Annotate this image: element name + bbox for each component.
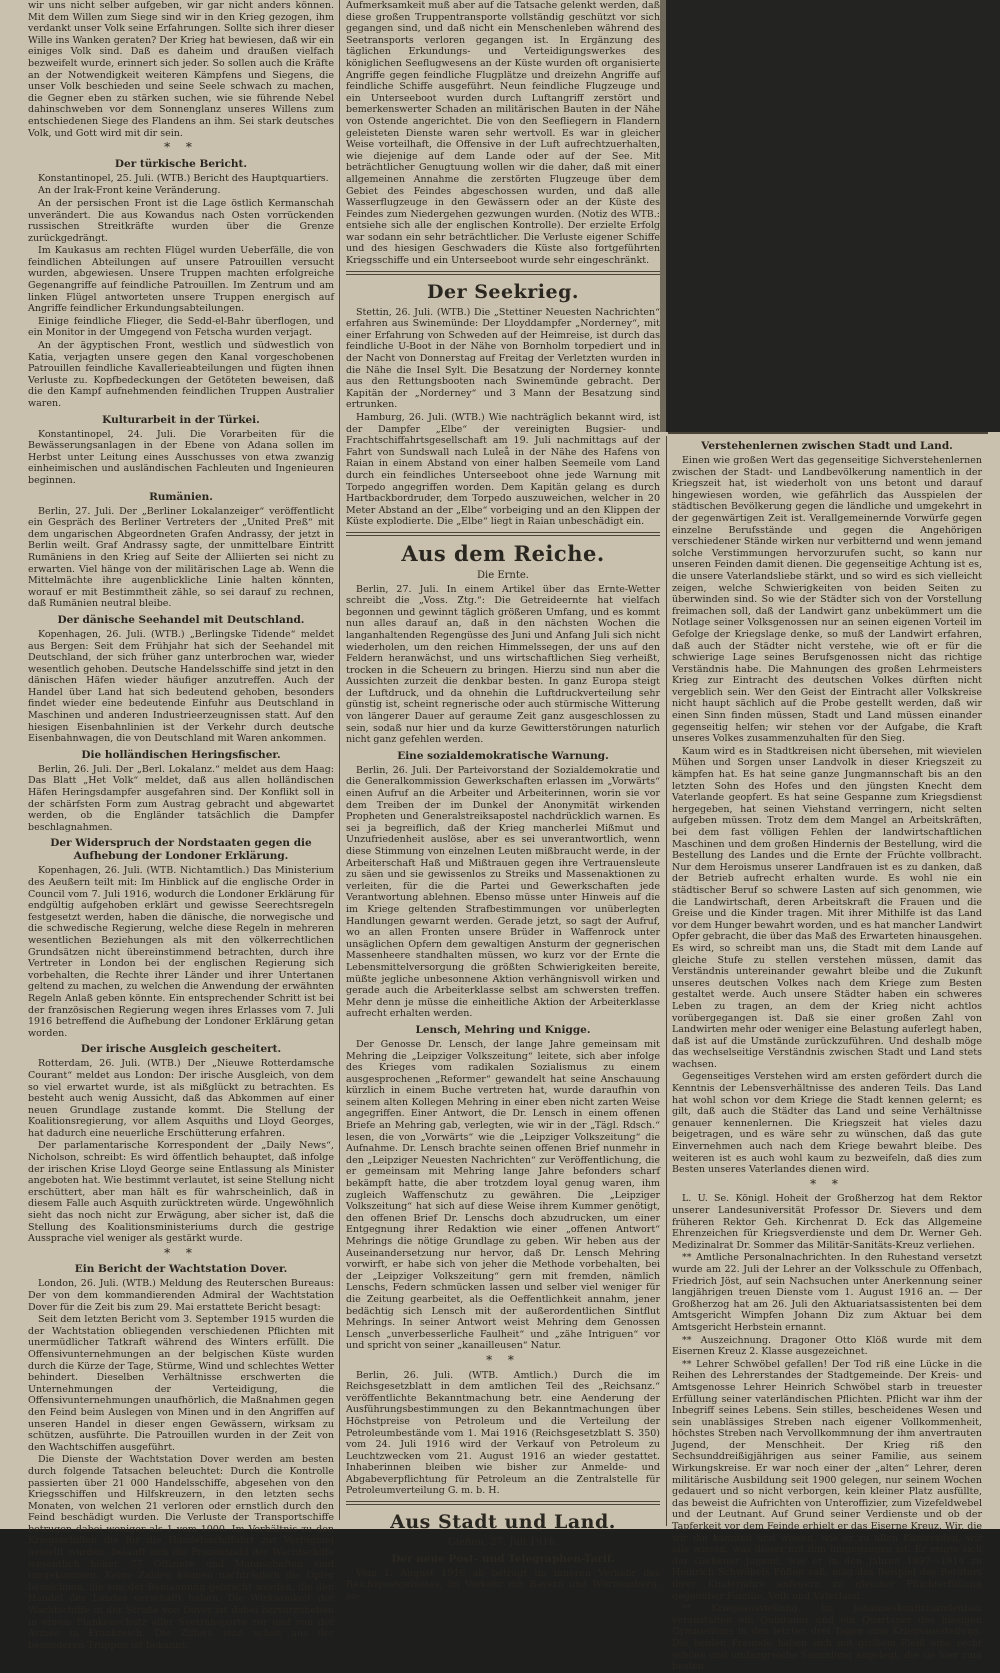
intro-text: wir uns nicht selber aufgeben, wir gar nicht anders können. Mit dem Willen zum Siege sind wir in den Krieg gezogen, ihm verdankt unser Volk seine Erfahrungen. Sollte sich ihrer dieser Wille ins Wanken geraten? Der Krieg hat bewiesen, daß wir ein einiges Volk sind. Daß es daheim und draußen vielfach bezweifelt wurde, erinnert sich jeder. So sollen auch die Kräfte an der Notwendigkeit weiteren Kämpfens und Siegens, die unser Volk beschieden und seine Seele schwach zu machen, die Gegner eben zu stärken suchen, wie sie führende Nebel dahinschweben vor dem Sonnenglanz unseres Willens zum entschiedenen Siege des Flandens an ihm. Sei stark deutsches Volk, und Gott wird mit dir sein. xyxy=(28,0,334,139)
lensch-paragraph: Der Genosse Dr. Lensch, der lange Jahre gemeinsam mit Mehring die „Leipziger Volkszeitung“ leitete, sich aber infolge des Krieges vom radikalen Sozialismus zu einem ausgesprochenen „Reformer“ gewandelt hat seine Anschauung kürzlich in einem Buche vertreten hat, wurde daraufhin von seinem alten Kollegen Mehring in einer eben nicht zarten Weise angegriffen. Einer Antwort, die Dr. Lensch in einem offenen Briefe an Mehring gab, verlegten, wie wir in der „Tägl. Rdsch.“ lesen, die von „Vorwärts“ wie die „Leipziger Volkszeitung“ die Aufnahme. Dr. Lensch brachte seinen offenen Brief nunmehr in den „Leipziger Neuesten Nachrichten“ zur Veröffentlichung, die er gemeinsam mit Mehring lange Jahre befonders scharf bekämpft hatte, die aber trotzdem loyal genug waren, ihm zugleich Waffenschutz zu gewähren. Die „Leipziger Volkszeitung“ hat sich auf diese Weise ihrem Kummer genötigt, den offenen Brief Dr. Lenschs doch abzudrucken, um einer Entgegnung ihrer Redaktion wie einer „offenen Antwort“ Mehrings die nötige Grundlage zu geben. Wir heben aus der Auseinandersetzung nur hervor, daß Dr. Lensch Mehring vorwirft, er habe sich von jeher die Methode vorbehalten, bei der „Leipziger Volkszeitung“ gern mit fremden, nämlich Lenschs, Federn schmücken lassen und selber viel weniger für die Zeitung gearbeitet, als die Oeffentlichkeit annahm, jener bedächtig sich Lensch mit der außerordentlichen Sintflut Mehrings. In seiner Antwort weist Mehring dem Genossen Lensch „unverbesserliche Faulheit“ und „zähe Intriguen“ vor und spricht von seiner „kanailleusen“ Natur. xyxy=(346,1038,660,1352)
dover-paragraph: Die Dienste der Wachtstation Dover werden am besten durch folgende Tatsachen beleuchtet: Durch die Kontrolle passierten über 21 000 Handelsschiffe, abgesehen von den Kriegsschiffen und Hilfskreuzern, in den letzten sechs Monaten, von welchen 21 verloren oder ernstlich durch den Feind beschädigt wurden. Die Verluste der Transportschiffe betrugen dabei weniger als 1 vom 1000. Im Verhältnis zu den Kriegsschiffen die für die Handelsschiffahrt zur Verfügung gestellt wurden, beläuft sich die Prozentzahl der Wachtschiffe wesentlich höher. 77 Offiziere und Mannschaften sind umgekommen. Keine Zahlen können nachträglich die Opfer bezeichnen, die von der Bemannung gebracht werden, die den Handel des Landes verschafft haben. Die Wirksamkeit der Wachtschiffe in der Straße von Dover ist dabei hervorzuheben in einem Flankenschutz aller Seetransporte zur und von der Armee in Frankreich. Die Ziffern sind schon aus der besonderen Truppen ist bekannt. xyxy=(28,1454,334,1651)
kriegsausstellung-paragraph: ** Kriegsausstellung. Im Johanneskonfirmandenbau veranstalten ein Quintaner und ein Quartaner des hiesigen Gymnasiums in den letzten drei Tagen eine Kriegsausstellung. Die beiden Freunde haben sich mit großem Fleiß eine recht schöne und umfangreiche Sammlung angelegt, die sie hier zum besten xyxy=(672,1603,982,1673)
verstehen-paragraph: Gegenseitiges Verstehen wird am ersten gefördert durch die Kenntnis der Lebensverhältnisse des anderen Teils. Das Land hat wohl schon vor dem Kriege die Stadt kennen gelernt; es gilt, daß auch die Städter das Land und seine Verhältnisse genauer kennenlernen. Die Kriegszeit hat vieles dazu beigetragen, und es wäre sehr zu wünschen, daß das gute Einvernehmen auch nach dem Kriege bewahrt bleibe. Des weiteren ist es auch wohl kaum zu bezweifeln, daß dies zum Besten unseres Vaterlandes dienen wird. xyxy=(672,1071,982,1176)
turk-paragraph: An der Irak-Front keine Veränderung. xyxy=(38,185,221,197)
seekrieg-paragraph: Hamburg, 26. Juli. (WTB.) Wie nachträglich bekannt wird, ist der Dampfer „Elbe“ der vereinigten Bugsier- und Frachtschiffahrtsgesellschaft am 19. Juli nachmittags auf der Fahrt von Sundswall nach Luleå in der Nähe des Hafens von Raian in einem Abstand von einer halben Seemeile vom Land durch ein feindliches Unterseeboot ohne jede Warnung mit Torpedo angegriffen worden. Dem Kapitän gelang es durch Hartbackbordruder, dem Torpedo auszuweichen, welcher in 20 Meter Abstand an der „Elbe“ vorbeiging und an den Klippen der Küste explodierte. Die „Elbe“ liegt in Raian unbeschädigt ein. xyxy=(346,412,660,528)
section-rule xyxy=(346,1501,660,1505)
turk-paragraph: Im Kaukasus am rechten Flügel wurden Ueberfälle, die von feindlichen Abteilungen auf unsere Patrouillen versucht wurden, abgewiesen. Unsere Truppen machten erfolgreiche Gegenangriffe auf feindliche Patrouillen. Im Zentrum und am linken Flügel antworteten unsere Truppen energisch auf Angriffe feindlicher Erkundungsabteilungen. xyxy=(28,245,334,315)
rumaenien-paragraph: Berlin, 27. Juli. Der „Berliner Lokalanzeiger“ veröffentlicht ein Gespräch des Berliner Vertreters der „United Preß“ mit dem ungarischen Abgeordneten Grafen Andrassy, der jetzt in Berlin weilt. Graf Andrassy sagte, der unmittelbare Eintritt Rumäniens in den Krieg auf Seite der Alliierten sei nicht zu erwarten. Viel hänge von der militärischen Lage ab. Wenn die Mittelmächte ihre augenblickliche Linie halten könnten, worauf er mit Bestimmtheit zähle, so sei darauf zu rechnen, daß Rumänien neutral bleibe. xyxy=(28,505,334,610)
separator-stars: * * xyxy=(810,1176,844,1191)
lehrer-paragraph: ** Lehrer Schwöbel gefallen! Der Tod riß eine Lücke in die Reihen des Lehrerstandes der Stadtgemeinde. Der Kreis- und Amtsgenosse Lehrer Heinrich Schwöbel starb in treuester Erfüllung seiner vaterländischen Pflichten. Pflicht war ihm der Inbegriff seines Lebens. Sein stilles, bescheidenes Wesen und sein unablässiges Streben nach eigener Vollkommenheit, höchstes Streben nach Vervollkommnung der ihm anvertrauten Jugend, der Menschheit. Der Krieg riß den Sechsunddreißigjährigen aus seiner Familie, aus seinem Wirkungskreise. Er war noch einer der „alten“ Lehrer, deren militärische Ausbildung seit 1900 gelegen, nur seinem Wochen gedauert und so nicht verborgen, kein kleiner Platz ausfüllte, das beweist die Aufrichten von Unteroffizier, zum Vizefeldwebel und der Leutnant. Auf Grund seiner Verdienste und ob der Tapferkeit vor dem Feinde erhielt er das Eiserne Kreuz. Wir, die wir ihn kannten und wissen, wie er zu allen Kameraden, wir alle wissen, was dieser mit ihm hingegangen ist. Er zeigte sich der Gießener Jugend, wie er in den Jahren 1897—1914 zu Heinrich Schwöbels Füßen saß, mag das Beispiel des Beraters ihrer Kinderjahre anfeuern zu gleicher Pflichterfüllung gegenüber Familie, Volk und Vaterland. xyxy=(672,1358,982,1602)
dover-headline: Ein Bericht der Wachtstation Dover. xyxy=(74,1263,288,1276)
stadt-land-headline: Aus Stadt und Land. xyxy=(390,1511,616,1534)
irisch-headline: Der irische Ausgleich gescheitert. xyxy=(80,1043,282,1056)
verstehen-paragraph: Einen wie großen Wert das gegenseitige Sichverstehenlernen zwischen der Stadt- und Landbevölkerung namentlich in der Kriegszeit hat, ist wiederholt von uns betont und darauf hingewiesen worden, wie gefährlich das Ausspielen der städtischen Bevölkerung gegen die ländliche und umgekehrt in der gegenwärtigen Zeit ist. Verallgemeinernde Vorwürfe gegen einzelne Berufsstände und gegen die Angehörigen verschiedener Stände wirken nur verbitternd und wenn jemand solche Verstimmungen hervorzurufen sucht, so kann nur unseren Feinden damit dienen. Die gegenseitige Achtung ist es, die unsere Vaterlandsliebe stärkt, und so wird es sich vielleicht zeigen, welche Schwierigkeiten von beiden Seiten zu überwinden sind. So wie der Städter sich von der Vorstellung freimachen soll, daß der Landwirt ganz unbekümmert um die Notlage seiner Volksgenossen nur an seinen eigenen Vorteil im Gefolge der Kriegslage denke, so muß der Landwirt erfahren, daß auch der Städter nicht verstehe, wie oft er für die schwierige Lage seines Berufsgenossen nicht das richtige Verständnis habe. Die Mahnungen des großen Lehrmeisters Krieg zur Eintracht des deutschen Volkes dürften nicht vergeblich sein. Wer den Geist der Eintracht aller Volkskreise nicht haupt sächlich auf die Probe gestellt werden, daß wir einen Sinn finden müssen, Stadt und Land müssen einander gegenseitig helfen; wir stehen vor der Aufgabe, die Kraft unseres Volkes zusammenzuhalten für den Sieg. xyxy=(672,455,982,745)
ernte-paragraph: Berlin, 27. Juli. In einem Artikel über das Ernte-Wetter schreibt die „Voss. Ztg.“: Die Getreideernte hat vielfach begonnen und gewinnt täglich größeren Umfang, und es kommt nun alles darauf an, daß in den nächsten Wochen die langanhaltenden Regengüsse des Juni und Anfang Juli sich nicht wiederholen, um den reichen Himmelssegen, der uns auf den Feldern heranwächst, und uns wirtschaftlichen Sieg verheißt, trocken in die Scheuern zu bringen. Hierzu sind nun aber die Aussichten zurzeit die denkbar besten. In ganz Europa steigt der Luftdruck, und da ohnehin die Luftdruckverteilung sehr günstig ist, scheint regnerische oder auch stürmische Witterung von längerer Dauer auf geraume Zeit ganz ausgeschlossen zu sein, sodaß nur hier und da kurze Gewitterstörungen naturlich nicht ganz gefehlen werden. xyxy=(346,583,660,746)
daenisch-headline: Der dänische Seehandel mit Deutschland. xyxy=(57,613,305,626)
separator-stars: * * xyxy=(486,1352,520,1367)
nordstaaten-headline: Der Widerspruch der Nordstaaten gegen die Aufhebung der Londoner Erklärung. xyxy=(50,837,312,863)
lensch-headline: Lensch, Mehring und Knigge. xyxy=(415,1023,591,1036)
rumaenien-headline: Rumänien. xyxy=(149,490,213,503)
column-rule-1 xyxy=(339,0,340,1520)
separator-stars: * * xyxy=(164,1245,198,1260)
nordstaaten-paragraph: Kopenhagen, 26. Juli. (WTB. Nichtamtlich.) Das Ministerium des Aeußern teilt mit: Im Hinblick auf die englische Order in Council vom 7. Juli 1916, wodurch die Londoner Erklärung für endgültig aufgehoben erklärt und gewisse Seerechtsregeln festgesetzt werden, haben die dänische, die norwegische und die schwedische Regierung, welche diese Regeln in mehreren wesentlichen Beziehungen als mit den völkerrechtlichen Grundsätzen nicht übereinstimmend betrachten, durch ihre Vertreter in London bei der englischen Regierung sich vorbehalten, die Rechte ihrer Länder und ihrer Untertanen geltend zu machen, zu welchen die Anwendung der erwähnten Regeln Anlaß geben könnte. Ein entsprechender Schritt ist bei der französischen Regierung wegen ihres Erlasses vom 7. Juli 1916 betreffend die Aufhebung der Londoner Erklärung getan worden. xyxy=(28,865,334,1039)
turk-headline: Der türkische Bericht. xyxy=(114,157,248,170)
irisch-paragraph: Der parlamentarische Korrespondent der „Daily News“, Nicholson, schreibt: Es wird öffentlich behauptet, daß infolge der irischen Krise Lloyd George seine Entlassung als Minister angeboten hat. Wie bestimmt verlautet, ist seine Stellung nicht erschüttert, aber man hält es für wahrscheinlich, daß in diesem Falle auch Asquith zurücktreten würde. Ungewöhnlich sieht das noch nicht zur Erwägung, aber sicher ist, daß die Stellung des Koalitionsministeriums durch die gestrige Aussprache viel weniger als gestärkt wurde. xyxy=(28,1140,334,1245)
seekrieg-headline: Der Seekrieg. xyxy=(427,280,579,303)
column-3-top-rule xyxy=(668,432,988,434)
kultur-paragraph: Konstantinopel, 24. Juli. Die Vorarbeiten für die Bewässerungsanlagen in der Ebene von Adana sollen im Herbst unter Leitung eines Ausschusses von etwa zwanzig einheimischen und ausländischen Fachleuten und Ingenieuren beginnen. xyxy=(28,428,334,486)
column-3 xyxy=(672,436,983,1673)
section-rule xyxy=(346,532,660,536)
auszeichnung-paragraph: ** Auszeichnung. Dragoner Otto Klöß wurde mit dem Eisernen Kreuz 2. Klasse ausgezeichnet. xyxy=(672,1334,982,1358)
irisch-paragraph: Rotterdam, 26. Juli. (WTB.) Der „Nieuwe Rotterdamsche Courant“ meldet aus London: Der irische Ausgleich, von dem so viel erwartet wurde, ist als mißglückt zu betrachten. Es besteht auch wenig Aussicht, daß das Abkommen auf einer neuen Grundlage zustande kommt. Die Stellung der Koalitionsregierung, vor allem Asquiths und Lloyd Georges, hat dadurch eine neuerliche Erschütterung erfahren. xyxy=(28,1058,334,1139)
turk-paragraph: Einige feindliche Flieger, die Sedd-el-Bahr überflogen, und ein Monitor in der Umgegend von Fetscha wurden verjagt. xyxy=(28,315,334,339)
verstehen-headline: Verstehenlernen zwischen Stadt und Land. xyxy=(701,440,953,452)
turk-paragraph: Konstantinopel, 25. Juli. (WTB.) Bericht des Hauptquartiers. xyxy=(38,172,329,184)
personal-paragraph: ** Amtliche Personalnachrichten. In den Ruhestand versetzt wurde am 22. Juli der Lehrer an der Volksschule zu Offenbach, Friedrich Jöst, auf sein Nachsuchen unter Anerkennung seiner langjährigen treuen Dienste vom 1. August 1916 an. — Der Großherzog hat am 26. Juli den Aktuariatsassistenten bei dem Amtsgericht Wimpfen Johann Diz zum Aktuar bei dem Amtsgericht Herbstein ernannt. xyxy=(672,1252,982,1333)
verstehen-paragraph: Kaum wird es in Stadtkreisen nicht übersehen, mit wievielen Mühen und Sorgen unser Landvolk in dieser Kriegszeit zu kämpfen hat. Es hat seine ganze Jungmannschaft bis an den letzten Sohn des Hofes und den jüngsten Knecht dem Vaterlande geopfert. Es hat seine Gespanne zum Kriegsdienst hergegeben, hat seinen Viehstand verringern, nicht selten aufgeben müssen. Trotz dem dem Mangel an Arbeitskräften, bei dem fast völligen Fehlen der landwirtschaftlichen Maschinen und dem großen Hindernis der Bestellung, wird die Bestellung des Landes und die Ernte der Früchte vollbracht. Nur dem Heroismus unserer Landfrauen ist es zu danken, daß der Betrieb aufrecht erhalten wurde. Es wohl nie ein städtischer Beruf so schwere Lasten auf sich genommen, wie die Landwirtschaft, deren Arbeitskraft die Frauen und die Greise und die Kinder tragen. Mit ihrer Mithilfe ist das Land vor dem Hunger bewahrt worden, und es hat mancher Landwirt Opfer gebracht, die über das Maß des Erwarteten hinausgehen. Es wird, so schreibt man uns, die Stadt mit dem Lande auf gleiche Stufe zu stellen verstehen müssen, damit das Verständnis untereinander gewahrt bleibe und die Zukunft unseres deutschen Volkes nach dem Kriege zum Besten gestaltet werde. Auch unsere Städter haben ein schweres Leben zu tragen, an dem der Krieg nicht achtlos vorübergegangen ist. Daß sie einer großen Zahl von Landwirten mehr oder weniger eine Belastung auferlegt haben, daß ist auf die Umstände zurückzuführen. Und deshalb möge das wechselseitige Verständnis zwischen Stadt und Land stets wachsen. xyxy=(672,745,983,1070)
dover-paragraph: Seit dem letzten Bericht vom 3. September 1915 wurden die der Wachtstation obliegenden verschiedenen Pflichten mit unermüdlicher Tatkraft während des Winters erfüllt. Die Offensivunternehmungen an der belgischen Küste wurden durch die Kürze der Tage, Stürme, Wind und schlechtes Wetter behindert. Dieselben Verhältnisse erschwerten die Unternehmungen der Verteidigung, die Offensivunternehmungen unaufhörlich, die Maßnahmen gegen den Feind beim Auslegen von Minen und in den Angriffen auf unseren Handel in dieser engen Gewässern, wirksam zu schützen, ausführte. Die Patrouillen wurden in der Zeit von den Wachtschiffen ausgeführt. xyxy=(28,1314,334,1453)
column-1 xyxy=(28,0,334,1651)
daenisch-paragraph: Kopenhagen, 26. Juli. (WTB.) „Berlingske Tidende“ meldet aus Bergen: Seit dem Frühjahr hat sich der Seehandel mit Deutschland, der sich früher ganz unterbrochen war, wieder wesentlich gehoben. Deutsche Handelsschiffe sind jetzt in den dänischen Häfen wieder häufiger anzutreffen. Auch der Handel über Land hat sich bedeutend gehoben, besonders findet wieder eine bedeutende Einfuhr aus Deutschland in Maschinen und anderen Industrieerzeugnissen statt. Auf den hiesigen Eisenbahnlinien ist der Verkehr durch deutsche Eisenbahnwagen, die von Deutschland mit Waren ankommen. xyxy=(28,628,334,745)
dateline: Gießen, 27. Juli 1916. xyxy=(447,1537,559,1549)
dover-paragraph: London, 26. Juli. (WTB.) Meldung des Reuterschen Bureaus: Der von dem kommandierenden Admiral der Wachtstation Dover für die Zeit bis zum 29. Mai erstattete Bericht besagt: xyxy=(28,1278,334,1313)
kultur-headline: Kulturarbeit in der Türkei. xyxy=(102,413,260,426)
column-rule-2 xyxy=(666,436,667,1526)
post-paragraph: Vom 1. August 1916 ab beträgt im inneren Verkehr des Reichspostgebietes, im Verkehr mit Bayern und Württemberg, so- xyxy=(346,1567,660,1602)
turk-paragraph: An der ägyptischen Front, westlich und südwestlich von Katia, verjagten unsere gegen den Kanal vorgeschobenen Patrouillen feindliche Kavallerieabteilungen und fügten ihnen Verluste zu. Kopfbedeckungen der Getöteten beweisen, daß die den Kampf aufnehmenden feindlichen Truppen Australier waren. xyxy=(28,340,334,409)
dover-continuation: Aufmerksamkeit muß aber auf die Tatsache gelenkt werden, daß diese großen Truppentransporte vollständig geschützt vor sich gegangen sind, und daß nicht ein Menschenleben während des Seetransports verloren gegangen ist. In Ergänzung des täglichen Erkundungs- und Verteidigungswerkes des königlichen Seeflugwesens an der Küste wurden oft organisierte Angriffe gegen feindliche Flugplätze und dreizehn Angriffe auf feindliche Schiffe ausgeführt. Neun feindliche Flugzeuge und ein Unterseeboot wurden durch Luftangriff zerstört und bemerkenswerter Schaden an militärischen Bauten in der Nähe von Ostende angerichtet. Die von den Seefliegern in Flandern geleisteten Dienste waren sehr wertvoll. Es war in gleicher Weise vorteilhaft, die Offensive in der Luft aufrechtzuerhalten, wie diejenige auf dem Lande oder auf der See. Mit beträchtlicher Genugtuung wollen wir die daher, daß mit einer allgemeinen Annahme die zerstörten Flugzeuge über dem Gebiet des Feindes abgeschossen wurden, und daß alle Wasserflugzeuge in den Gewässern oder an der Küste des Feindes zum Niedergehen gezwungen wurden. (Notiz des WTB.: entsiehe sich alle der englischen Kontrolle). Der erzielte Erfolg war sodann ein sehr beträchtlicher. Die Verluste eigener Schiffe und des hiesigen Geschwaders die Küste also fortgeführten Kriegsschiffe und ein Unterseeboot wurde sehr eingeschränkt. xyxy=(346,0,660,267)
petroleum-paragraph: Berlin, 26. Juli. (WTB. Amtlich.) Durch die im Reichsgesetzblatt in dem amtlichen Teil des „Reichsanz.“ veröffentlichte Bekanntmachung betr. eine Aenderung der Ausführungsbestimmungen zu den Bekanntmachungen über Höchstpreise von Petroleum und die Verteilung der Petroleumbestände vom 1. Mai 1916 (Reichsgesetzblatt S. 350) vom 24. Juli 1916 wird der Verkauf von Petroleum zu Leuchtzwecken vom 21. August 1916 an wieder gestattet. Inhaberinnen bleiben wie bisher zur Anmelde- und Abgabeverpflichtung für Petroleum an die Zentralstelle für Petroleumverteilung G. m. b. H. xyxy=(346,1369,660,1497)
sozial-headline: Eine sozialdemokratische Warnung. xyxy=(397,749,609,762)
reich-headline: Aus dem Reiche. xyxy=(401,540,605,566)
seekrieg-paragraph: Stettin, 26. Juli. (WTB.) Die „Stettiner Neuesten Nachrichten“ erfahren aus Swinemünde: Der Lloyddampfer „Norderney“, mit einer Erfahrung von Schweden auf der Heimreise, ist durch das feindliche U-Boot in der Nähe von Bornholm torpediert und in der Nacht von Donnerstag auf Freitag der Verletzten wurden in die Nähe die Insel Sylt. Die Besatzung der Norderney konnte aus den Rettungsbooten nach Swinemünde gebracht. Der Kapitän der „Norderney“ und 3 Mann der Besatzung sind ertrunken. xyxy=(346,306,660,411)
holland-headline: Die holländischen Heringsfischer. xyxy=(81,748,281,761)
separator-stars: * * xyxy=(164,140,198,155)
sozial-paragraph: Berlin, 26. Juli. Der Parteivorstand der Sozialdemokratie und die Generalkommission Gewerkschaften erlassen im „Vorwärts“ einen Aufruf an die Arbeiter und Arbeiterinnen, worin sie vor dem Treiben der im Dunkel der Anonymität wirkenden Propheten und Generalstreiksapostel nachdrücklich warnen. Es sei ja begreiflich, daß der Krieg mancherlei Mißmut und Unzufriedenheit auslöse, aber es sei unverantwortlich, wenn diese Stimmung von einzelnen Leuten mißbraucht werde, in der Arbeiterschaft Haß und Mißtrauen gegen ihre Vertrauensleute zu säen und sie gewissenlos zu Streiks und Massenaktionen zu verleiten, für die die Partei und Gewerkschaften jede Verantwortung ablehnen. Ebenso müsse unter Hinweis auf die im Kriege geltenden Strafbestimmungen vor unüberlegten Handlungen gewarnt werden. Gerade jetzt, so sagt der Aufruf, wo an allen Fronten unsere Brüder in Waffenrock unter unsäglichen Opfern dem gewaltigen Ansturm der gegnerischen Massenheere standhalten müssen, wo kurz vor der Ernte die Lebensmittelversorgung die größten Schwierigkeiten bereite, müßte jegliche unbesonnene Aktion verhängnisvoll wirken und gerade auch die Arbeiterklasse selbst am schwersten treffen. Mehr denn je müsse die einheitliche Aktion der Arbeiterklasse aufrecht erhalten werden. xyxy=(346,764,660,1020)
turk-paragraph: An der persischen Front ist die Lage östlich Kermanschah unverändert. Die aus Kowandus nach Osten vorrückenden russischen Streitkräfte wurden über die Grenze zurückgedrängt. xyxy=(28,197,334,244)
ernte-headline: Die Ernte. xyxy=(477,569,529,581)
dark-background-corner xyxy=(666,0,1000,432)
hoheit-paragraph: L. U. Se. Königl. Hoheit der Großherzog hat dem Rektor unserer Landesuniversität Professor Dr. Sievers und dem früheren Rektor Geh. Kirchenrat D. Eck das Allgemeine Ehrenzeichen für Kriegsverdienste und dem Dr. Werner Geh. Medizinalrat Dr. Sommer das Militär-Sanitäts-Kreuz verliehen. xyxy=(672,1193,982,1251)
holland-paragraph: Berlin, 26. Juli. Der „Berl. Lokalanz.“ meldet aus dem Haag: Das Blatt „Het Volk“ meldet, daß aus allen holländischen Häfen Heringsdampfer ausgefahren sind. Der Konflikt soll in der schärfsten Form zum Austrag gebracht und abgewartet werden, ob die Engländer tatsächlich die Dampfer beschlagnahmen. xyxy=(28,763,334,833)
column-2 xyxy=(346,0,660,1602)
post-headline: Der neue Post- und Telegraphen-Tarif. xyxy=(391,1552,615,1565)
section-rule xyxy=(346,271,660,275)
